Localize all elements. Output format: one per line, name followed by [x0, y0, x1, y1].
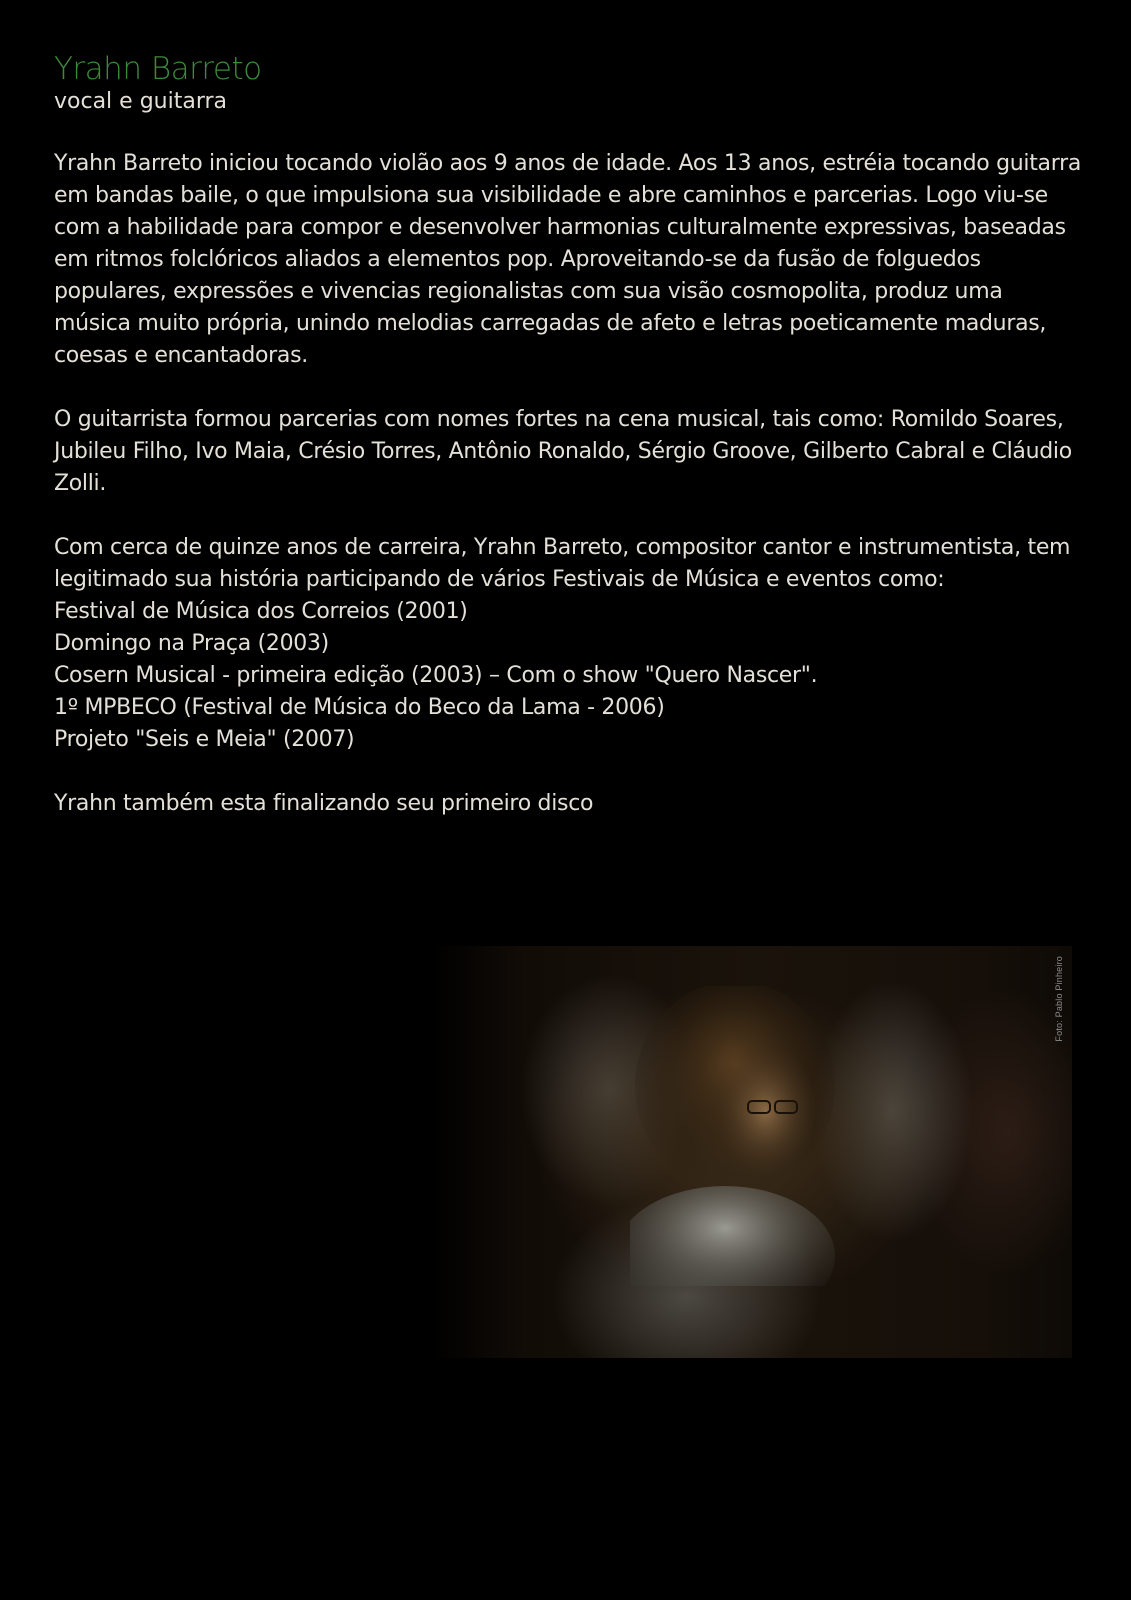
bio-paragraph-2: O guitarrista formou parcerias com nomes fortes na cena musical, tais como: Romildo Soares, Jubileu Filho, Ivo Maia, Crésio Torres, Antônio Ronaldo, Sérgio Groove, Gilberto Cabral e Cláudio Zolli. [54, 407, 1072, 497]
artist-silhouette [630, 986, 840, 1286]
artist-name: Yrahn Barreto [54, 51, 262, 87]
bio-content [54, 52, 1084, 852]
event-item: Cosern Musical - primeira edição (2003) – Com o show "Quero Nascer". [54, 663, 818, 689]
event-item: Domingo na Praça (2003) [54, 631, 329, 657]
artist-role: vocal e guitarra [54, 88, 228, 114]
event-item: Festival de Música dos Correios (2001) [54, 599, 468, 625]
bio-closing: Yrahn também esta finalizando seu primeiro disco [54, 791, 594, 817]
bio-paragraph-3 [54, 532, 1084, 756]
artist-photo [430, 946, 1072, 1358]
event-list [54, 596, 1084, 756]
event-item: Projeto "Seis e Meia" (2007) [54, 727, 355, 753]
bio-paragraph-3-intro: Com cerca de quinze anos de carreira, Yrahn Barreto, compositor cantor e instrumentista, tem legitimado sua história participando de vários Festivais de Música e eventos como: [54, 535, 1071, 593]
photo-credit: Foto: Pablo Pinheiro [1054, 956, 1064, 1042]
bio-paragraph-1: Yrahn Barreto iniciou tocando violão aos 9 anos de idade. Aos 13 anos, estréia tocando guitarra em bandas baile, o que impulsiona sua visibilidade e abre caminhos e parcerias. Logo viu-se com a habilidade para compor e desenvolver harmonias culturalmente expressivas, baseadas em ritmos folclóricos aliados a elementos pop. Aproveitando-se da fusão de folguedos populares, expressões e vivencias regionalistas com sua visão cosmopolita, produz uma música muito própria, unindo melodias carregadas de afeto e letras poeticamente maduras, coesas e encantadoras. [54, 151, 1081, 369]
event-item: 1º MPBECO (Festival de Música do Beco da Lama - 2006) [54, 695, 665, 721]
